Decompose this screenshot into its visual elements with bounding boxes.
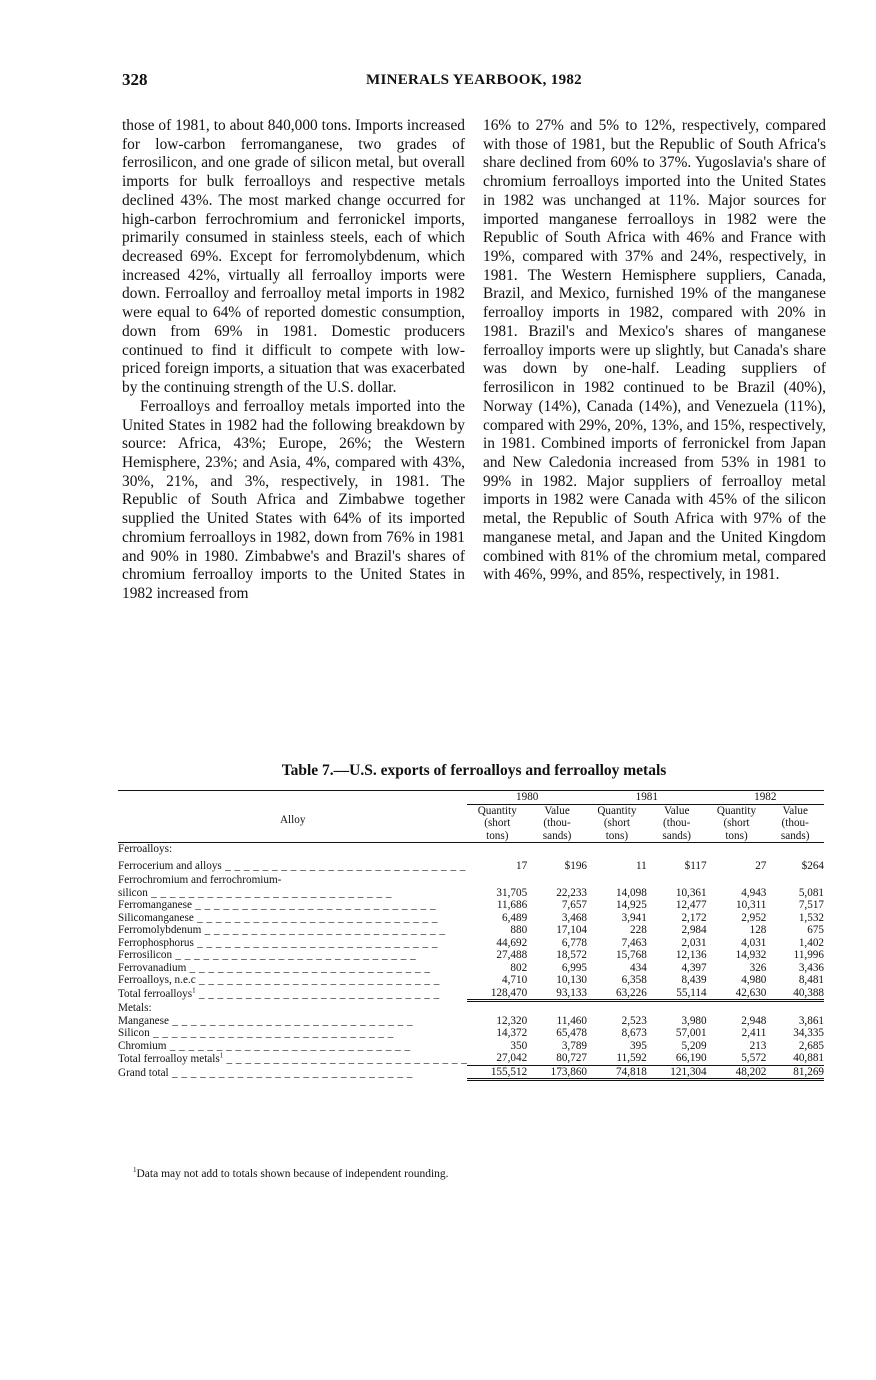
table-row [118, 962, 824, 975]
grand-total-row [118, 1065, 824, 1080]
exports-table [118, 790, 824, 1081]
table-cell: 11,592 [587, 1052, 647, 1065]
table-row [118, 1015, 824, 1028]
row-label: Chromium _ _ _ [118, 1040, 411, 1052]
table-cell: 14,925 [616, 899, 647, 911]
table-cell: 350 [510, 1039, 528, 1052]
row-label: Ferrovanadium _ _ _ [118, 962, 431, 974]
year-header: 1981 [587, 791, 707, 805]
quantity-header: Quantity (short tons) [707, 804, 767, 843]
table-cell: $117 [684, 859, 707, 872]
quantity-header: Quantity (short tons) [587, 804, 647, 843]
table-row [118, 887, 824, 900]
table-cell: 7,463 [621, 936, 647, 949]
table-cell: 34,335 [793, 1027, 824, 1039]
table-cell: 11,686 [496, 899, 528, 911]
table-cell: 7,517 [798, 899, 824, 911]
section-label-ferroalloys: Ferroalloys: [118, 843, 173, 855]
table-cell: 5,572 [707, 1052, 767, 1065]
right-column [483, 117, 826, 585]
table-cell: 6,358 [621, 974, 647, 986]
table-cell: 2,411 [741, 1027, 767, 1039]
row-label: Ferrophosphorus _ _ _ [118, 937, 438, 949]
table-cell: 3,468 [561, 911, 587, 924]
table-row [118, 899, 824, 912]
table-cell: 8,439 [681, 974, 707, 986]
alloy-header-spacer [118, 791, 467, 805]
table-cell: 2,031 [681, 936, 707, 949]
table-cell: 4,031 [741, 936, 767, 949]
total-row [118, 1052, 824, 1065]
table-cell: 128,470 [467, 987, 527, 1001]
table-cell: 74,818 [587, 1065, 647, 1080]
table-cell: 4,710 [502, 974, 528, 986]
table-cell: 57,001 [675, 1027, 707, 1039]
quantity-header: Quantity (short tons) [467, 804, 527, 843]
paragraph: those of 1981, to about 840,000 tons. Imports increased for low-carbon ferromanganese, two grades of ferrosilicon, and one grade of silicon metal, but overall imports for bulk ferroalloys and respective metals declined 43%. The most marked change occurred for high-carbon ferrochromium and ferronickel imports, primarily consumed in stainless steels, each of which decreased 69%. Except for ferromolybdenum, which increased 42%, virtually all ferroalloy imports were down. Ferroalloy and ferroalloy metal imports in 1982 were equal to 64% of reported domestic consumption, down from 69% in 1981. Domestic producers continued to find it difficult to compete with low-priced foreign imports, a situation that was exacerbated by the continuing strength of the U.S. dollar. [122, 117, 465, 397]
alloy-column-header: Alloy [118, 804, 467, 843]
table-cell: 213 [749, 1039, 767, 1052]
table-cell: 10,361 [675, 886, 707, 899]
paragraph: Ferroalloys and ferroalloy metals imported into the United States in 1982 had the following breakdown by source: Africa, 43%; Europe, 26%; the Western Hemisphere, 23%; and Asia, 4%, compared with 43%, 30%, 21%, and 3%, respectively, in 1981. The Republic of South Africa and Zimbabwe together supplied the United States with 64% of its imported chromium ferroalloys in 1982, down from 76% in 1981 and 90% in 1980. Zimbabwe's and Brazil's shares of chromium ferroalloy imports to the United States in 1982 increased from [122, 397, 465, 602]
table-cell: 2,948 [741, 1014, 767, 1027]
table-cell: 22,233 [556, 886, 587, 899]
table-cell: 11 [636, 859, 647, 872]
row-label-continued: silicon _ _ _ [118, 887, 392, 899]
table-cell: 27 [755, 859, 767, 872]
table-cell: 5,081 [798, 886, 824, 899]
table-cell: 17 [515, 859, 528, 872]
table-cell: 55,114 [647, 987, 707, 1001]
table-cell: 65,478 [556, 1027, 587, 1039]
value-header: Value (thou- sands) [647, 804, 707, 843]
table-cell: $264 [801, 859, 824, 872]
table-cell: 14,098 [616, 886, 647, 899]
table-row [118, 937, 824, 950]
table-cell: 6,778 [561, 936, 587, 949]
table-cell: 44,692 [496, 936, 528, 949]
table-cell: 802 [510, 961, 528, 974]
table-cell: 2,685 [798, 1039, 824, 1052]
table-cell: 12,477 [675, 899, 707, 911]
table-cell: 4,397 [681, 961, 707, 974]
table-row [118, 1027, 824, 1040]
table-row [118, 974, 824, 987]
table-cell: 121,304 [647, 1065, 707, 1080]
table-cell: 15,768 [616, 949, 647, 961]
table-cell: 80,727 [527, 1052, 587, 1065]
table-cell: 2,172 [681, 911, 707, 924]
table-cell: 3,980 [681, 1014, 707, 1027]
running-head: MINERALS YEARBOOK, 1982 [366, 72, 582, 88]
table-footnote: $^1$Data may not add to totals shown because of independent rounding. [133, 1166, 449, 1180]
row-label: Ferrosilicon _ _ _ [118, 949, 416, 961]
table-cell: 1,402 [798, 936, 824, 949]
table-cell: 17,104 [556, 924, 587, 936]
table-cell: 173,860 [527, 1065, 587, 1080]
table-cell: 42,630 [707, 987, 767, 1001]
table-cell: 11,460 [556, 1014, 587, 1027]
table-cell: 2,984 [681, 924, 707, 936]
table-cell: 27,042 [467, 1052, 527, 1065]
year-header: 1982 [707, 791, 824, 805]
table-cell: 4,943 [741, 886, 767, 899]
page-number: 328 [122, 70, 148, 89]
page-header [122, 70, 826, 92]
table-cell: 880 [510, 924, 528, 936]
table-cell: 31,705 [496, 886, 528, 899]
row-label: Silicon _ _ _ [118, 1027, 394, 1039]
table-cell: 675 [807, 924, 824, 936]
table-cell: 7,657 [561, 899, 587, 911]
table-cell: 8,481 [798, 974, 824, 986]
table-cell: 128 [749, 924, 767, 936]
table-row [118, 872, 824, 887]
row-label: Manganese _ _ _ [118, 1015, 413, 1027]
body-text [122, 117, 826, 729]
table-cell: 48,202 [707, 1065, 767, 1080]
table-cell: 93,133 [527, 987, 587, 1001]
total-label: Total ferroalloys$^1$ _ _ _ [118, 988, 440, 1000]
table-cell: $196 [564, 859, 587, 872]
paragraph: 16% to 27% and 5% to 12%, respectively, compared with those of 1981, but the Republic of South Africa's share declined from 60% to 37%. Yugoslavia's share of chromium ferroalloys imported into the United States in 1982 was unchanged at 11%. Major sources for imported manganese ferroalloys in 1982 were the Republic of South Africa with 46% and France with 19%, compared with 37% and 24%, respectively, in 1981. The Western Hemisphere suppliers, Canada, Brazil, and Mexico, furnished 19% of the manganese ferroalloy imports in 1982, compared with 20% in 1981. Brazil's and Mexico's shares of manganese ferroalloy imports were up slightly, but Canada's share was down by one-half. Leading suppliers of ferrosilicon in 1982 continued to be Brazil (40%), Norway (14%), Canada (14%), and Venezuela (11%), compared with 29%, 20%, 13%, and 15%, respectively, in 1981. Combined imports of ferronickel from Japan and New Caledonia increased from 53% in 1981 to 99% in 1982. Major suppliers of ferroalloy metal imports in 1982 were Canada with 45% of the silicon metal, the Republic of South Africa with 97% of the manganese metal, and Japan and the United Kingdom combined with 81% of the chromium metal, compared with 46%, 99%, and 85%, respectively, in 1981. [483, 117, 826, 584]
table-row [118, 924, 824, 937]
table-title: Table 7.—U.S. exports of ferroalloys and ferroalloy metals [281, 762, 667, 779]
table-cell: 11,996 [793, 949, 824, 961]
table-cell: 12,136 [675, 949, 707, 961]
table-cell: 326 [749, 961, 767, 974]
table-cell: 8,673 [621, 1027, 647, 1039]
table-cell: 18,572 [556, 949, 587, 961]
table-cell: 63,226 [587, 987, 647, 1001]
year-header: 1980 [467, 791, 587, 805]
table-cell: 12,320 [496, 1014, 528, 1027]
table-cell: 2,523 [621, 1014, 647, 1027]
row-label: Ferromanganese _ _ _ [118, 899, 436, 911]
section-label-metals: Metals: [118, 1002, 152, 1014]
table-cell: 3,861 [798, 1014, 824, 1027]
table-cell: 10,311 [736, 899, 767, 911]
table-row [118, 949, 824, 962]
table-cell: 6,489 [502, 911, 528, 924]
table-cell: 27,488 [496, 949, 528, 961]
left-column [122, 117, 465, 604]
table-cell: 434 [630, 961, 647, 974]
table-cell: 10,130 [556, 974, 587, 986]
row-label: Silicomanganese _ _ _ [118, 912, 438, 924]
table-cell: 155,512 [467, 1065, 527, 1080]
table-cell: 5,209 [681, 1039, 707, 1052]
grand-total-label: Grand total _ _ _ [118, 1067, 413, 1079]
row-label: Ferrocerium and alloys _ _ _ [118, 860, 466, 872]
table-cell: 3,941 [621, 911, 647, 924]
table-row [118, 856, 824, 873]
table-cell: 6,995 [561, 961, 587, 974]
table-row [118, 1040, 824, 1053]
value-header: Value (thou- sands) [766, 804, 824, 843]
total-label: Total ferroalloy metals$^1$ _ _ _ [118, 1053, 467, 1065]
table-cell: 3,789 [561, 1039, 587, 1052]
table-cell: 40,388 [766, 987, 824, 1001]
table-cell: 228 [630, 924, 647, 936]
table-cell: 4,980 [741, 974, 767, 986]
row-label: Ferromolybdenum _ _ _ [118, 924, 445, 936]
table-cell: 2,952 [741, 911, 767, 924]
table-cell: 81,269 [766, 1065, 824, 1080]
total-row [118, 987, 824, 1001]
row-label: Ferrochromium and ferrochromium- [118, 874, 282, 886]
table-row [118, 912, 824, 925]
value-header: Value (thou- sands) [527, 804, 587, 843]
table-cell: 1,532 [798, 911, 824, 924]
table-cell: 14,932 [735, 949, 767, 961]
table-cell: 66,190 [647, 1052, 707, 1065]
row-label: Ferroalloys, n.e.c _ _ _ [118, 974, 440, 986]
table-cell: 3,436 [798, 961, 824, 974]
table-cell: 40,881 [766, 1052, 824, 1065]
table-cell: 14,372 [496, 1027, 528, 1039]
table-cell: 395 [630, 1039, 647, 1052]
